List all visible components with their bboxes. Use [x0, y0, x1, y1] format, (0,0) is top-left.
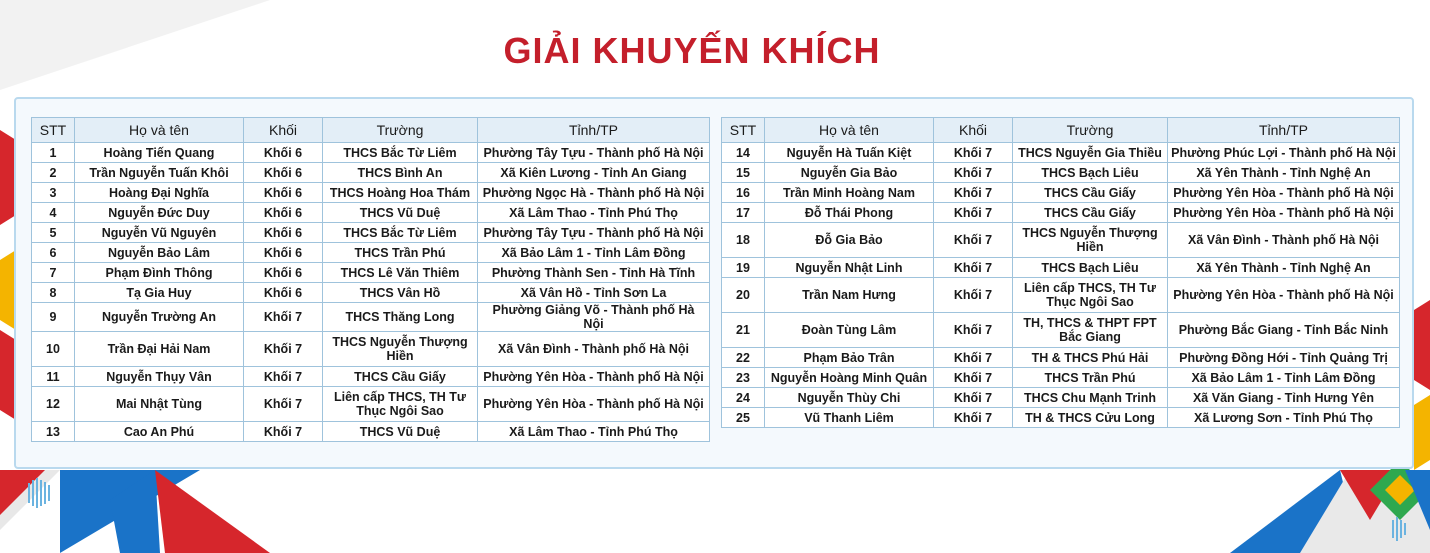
cell-grade: Khối 7 — [244, 422, 323, 442]
cell-grade: Khối 7 — [934, 388, 1013, 408]
cell-province: Xã Yên Thành - Tỉnh Nghệ An — [1168, 163, 1400, 183]
cell-grade: Khối 6 — [244, 223, 323, 243]
cell-province: Xã Yên Thành - Tỉnh Nghệ An — [1168, 258, 1400, 278]
header-province: Tỉnh/TP — [1168, 118, 1400, 143]
header-school: Trường — [1013, 118, 1168, 143]
table-header-row — [722, 118, 1400, 143]
cell-school: THCS Cầu Giấy — [323, 367, 478, 387]
cell-stt: 11 — [32, 367, 75, 387]
cell-province: Phường Yên Hòa - Thành phố Hà Nội — [478, 387, 710, 422]
cell-school: TH & THCS Phú Hải — [1013, 348, 1168, 368]
table-row — [722, 223, 1400, 258]
cell-school: THCS Nguyễn Thượng Hiền — [1013, 223, 1168, 258]
ranking-table-left — [31, 117, 710, 442]
table-row — [32, 303, 710, 332]
cell-school: TH & THCS Cửu Long — [1013, 408, 1168, 428]
cell-name: Vũ Thanh Liêm — [765, 408, 934, 428]
cell-name: Phạm Bảo Trân — [765, 348, 934, 368]
table-row — [722, 183, 1400, 203]
cell-province: Phường Phúc Lợi - Thành phố Hà Nội — [1168, 143, 1400, 163]
cell-name: Nguyễn Bảo Lâm — [75, 243, 244, 263]
cell-province: Xã Lâm Thao - Tỉnh Phú Thọ — [478, 422, 710, 442]
table-row — [32, 332, 710, 367]
table-row — [32, 367, 710, 387]
cell-province: Xã Vân Hồ - Tỉnh Sơn La — [478, 283, 710, 303]
cell-name: Trần Nguyễn Tuấn Khôi — [75, 163, 244, 183]
table-row — [32, 263, 710, 283]
cell-stt: 2 — [32, 163, 75, 183]
cell-stt: 25 — [722, 408, 765, 428]
cell-stt: 4 — [32, 203, 75, 223]
cell-province: Phường Yên Hòa - Thành phố Hà Nội — [1168, 183, 1400, 203]
cell-grade: Khối 7 — [244, 303, 323, 332]
cell-grade: Khối 7 — [934, 163, 1013, 183]
cell-grade: Khối 6 — [244, 183, 323, 203]
cell-grade: Khối 7 — [934, 348, 1013, 368]
header-school: Trường — [323, 118, 478, 143]
cell-name: Đỗ Thái Phong — [765, 203, 934, 223]
cell-school: THCS Bắc Từ Liêm — [323, 143, 478, 163]
cell-stt: 13 — [32, 422, 75, 442]
cell-name: Mai Nhật Tùng — [75, 387, 244, 422]
cell-grade: Khối 6 — [244, 143, 323, 163]
table-row — [722, 258, 1400, 278]
cell-school: THCS Vũ Duệ — [323, 422, 478, 442]
cell-school: THCS Bạch Liêu — [1013, 163, 1168, 183]
cell-grade: Khối 7 — [244, 387, 323, 422]
cell-name: Hoàng Đại Nghĩa — [75, 183, 244, 203]
cell-stt: 19 — [722, 258, 765, 278]
cell-stt: 14 — [722, 143, 765, 163]
cell-school: THCS Vân Hồ — [323, 283, 478, 303]
cell-name: Nguyễn Trường An — [75, 303, 244, 332]
cell-province: Phường Giảng Võ - Thành phố Hà Nội — [478, 303, 710, 332]
cell-grade: Khối 7 — [934, 313, 1013, 348]
cell-grade: Khối 7 — [934, 223, 1013, 258]
header-name: Họ và tên — [75, 118, 244, 143]
cell-school: THCS Trần Phú — [1013, 368, 1168, 388]
header-province: Tỉnh/TP — [478, 118, 710, 143]
cell-school: THCS Bình An — [323, 163, 478, 183]
cell-name: Phạm Đình Thông — [75, 263, 244, 283]
table-row — [32, 163, 710, 183]
cell-grade: Khối 6 — [244, 283, 323, 303]
cell-name: Đỗ Gia Bảo — [765, 223, 934, 258]
cell-school: THCS Bắc Từ Liêm — [323, 223, 478, 243]
cell-stt: 12 — [32, 387, 75, 422]
cell-province: Phường Yên Hòa - Thành phố Hà Nội — [1168, 278, 1400, 313]
cell-school: THCS Vũ Duệ — [323, 203, 478, 223]
cell-grade: Khối 6 — [244, 263, 323, 283]
ranking-table-right — [721, 117, 1400, 428]
table-row — [32, 422, 710, 442]
cell-stt: 1 — [32, 143, 75, 163]
cell-school: THCS Nguyễn Gia Thiều — [1013, 143, 1168, 163]
table-header-row — [32, 118, 710, 143]
cell-province: Xã Vân Đình - Thành phố Hà Nội — [1168, 223, 1400, 258]
cell-school: THCS Chu Mạnh Trinh — [1013, 388, 1168, 408]
cell-school: Liên cấp THCS, TH Tư Thục Ngôi Sao — [323, 387, 478, 422]
cell-name: Nguyễn Hà Tuấn Kiệt — [765, 143, 934, 163]
table-row — [32, 143, 710, 163]
table-row — [32, 283, 710, 303]
cell-stt: 24 — [722, 388, 765, 408]
cell-name: Trần Đại Hải Nam — [75, 332, 244, 367]
cell-province: Xã Bảo Lâm 1 - Tỉnh Lâm Đồng — [1168, 368, 1400, 388]
table-row — [32, 223, 710, 243]
cell-name: Đoàn Tùng Lâm — [765, 313, 934, 348]
cell-grade: Khối 7 — [934, 258, 1013, 278]
table-row — [722, 368, 1400, 388]
cell-province: Xã Vân Đình - Thành phố Hà Nội — [478, 332, 710, 367]
cell-name: Nguyễn Gia Bảo — [765, 163, 934, 183]
header-name: Họ và tên — [765, 118, 934, 143]
cell-school: THCS Bạch Liêu — [1013, 258, 1168, 278]
header-stt: STT — [32, 118, 75, 143]
cell-province: Xã Văn Giang - Tỉnh Hưng Yên — [1168, 388, 1400, 408]
cell-stt: 3 — [32, 183, 75, 203]
table-row — [722, 278, 1400, 313]
cell-province: Phường Ngọc Hà - Thành phố Hà Nội — [478, 183, 710, 203]
cell-name: Trần Nam Hưng — [765, 278, 934, 313]
cell-school: THCS Lê Văn Thiêm — [323, 263, 478, 283]
cell-stt: 15 — [722, 163, 765, 183]
cell-school: THCS Cầu Giấy — [1013, 183, 1168, 203]
table-row — [722, 203, 1400, 223]
cell-school: THCS Cầu Giấy — [1013, 203, 1168, 223]
cell-grade: Khối 6 — [244, 163, 323, 183]
cell-stt: 22 — [722, 348, 765, 368]
cell-grade: Khối 6 — [244, 203, 323, 223]
cell-stt: 9 — [32, 303, 75, 332]
cell-province: Phường Bắc Giang - Tỉnh Bắc Ninh — [1168, 313, 1400, 348]
table-row — [722, 143, 1400, 163]
cell-stt: 18 — [722, 223, 765, 258]
cell-school: THCS Trần Phú — [323, 243, 478, 263]
cell-name: Nguyễn Nhật Linh — [765, 258, 934, 278]
cell-stt: 23 — [722, 368, 765, 388]
cell-grade: Khối 7 — [934, 183, 1013, 203]
header-stt: STT — [722, 118, 765, 143]
cell-grade: Khối 7 — [244, 332, 323, 367]
cell-province: Phường Tây Tựu - Thành phố Hà Nội — [478, 223, 710, 243]
cell-stt: 6 — [32, 243, 75, 263]
cell-province: Xã Kiên Lương - Tỉnh An Giang — [478, 163, 710, 183]
cell-name: Nguyễn Vũ Nguyên — [75, 223, 244, 243]
cell-school: TH, THCS & THPT FPT Bắc Giang — [1013, 313, 1168, 348]
page-title: GIẢI KHUYẾN KHÍCH — [503, 30, 881, 71]
header-grade: Khối — [244, 118, 323, 143]
cell-name: Nguyễn Thụy Vân — [75, 367, 244, 387]
cell-stt: 8 — [32, 283, 75, 303]
cell-school: THCS Thăng Long — [323, 303, 478, 332]
cell-stt: 20 — [722, 278, 765, 313]
cell-province: Phường Yên Hòa - Thành phố Hà Nội — [1168, 203, 1400, 223]
cell-name: Tạ Gia Huy — [75, 283, 244, 303]
cell-name: Cao An Phú — [75, 422, 244, 442]
cell-province: Xã Lương Sơn - Tỉnh Phú Thọ — [1168, 408, 1400, 428]
cell-name: Hoàng Tiến Quang — [75, 143, 244, 163]
cell-province: Xã Lâm Thao - Tỉnh Phú Thọ — [478, 203, 710, 223]
cell-name: Nguyễn Hoàng Minh Quân — [765, 368, 934, 388]
header-grade: Khối — [934, 118, 1013, 143]
cell-school: Liên cấp THCS, TH Tư Thục Ngôi Sao — [1013, 278, 1168, 313]
cell-province: Phường Tây Tựu - Thành phố Hà Nội — [478, 143, 710, 163]
cell-stt: 7 — [32, 263, 75, 283]
cell-grade: Khối 7 — [244, 367, 323, 387]
cell-grade: Khối 7 — [934, 368, 1013, 388]
table-row — [32, 183, 710, 203]
table-row — [32, 387, 710, 422]
table-row — [722, 313, 1400, 348]
table-row — [32, 203, 710, 223]
cell-school: THCS Nguyễn Thượng Hiền — [323, 332, 478, 367]
table-row — [722, 408, 1400, 428]
cell-stt: 21 — [722, 313, 765, 348]
cell-stt: 16 — [722, 183, 765, 203]
table-row — [32, 243, 710, 263]
table-row — [722, 388, 1400, 408]
cell-stt: 10 — [32, 332, 75, 367]
cell-grade: Khối 7 — [934, 408, 1013, 428]
cell-province: Phường Thành Sen - Tỉnh Hà Tĩnh — [478, 263, 710, 283]
cell-grade: Khối 7 — [934, 278, 1013, 313]
cell-province: Phường Yên Hòa - Thành phố Hà Nội — [478, 367, 710, 387]
cell-grade: Khối 7 — [934, 203, 1013, 223]
cell-grade: Khối 7 — [934, 143, 1013, 163]
cell-grade: Khối 6 — [244, 243, 323, 263]
cell-stt: 17 — [722, 203, 765, 223]
cell-province: Xã Bảo Lâm 1 - Tỉnh Lâm Đồng — [478, 243, 710, 263]
cell-name: Trần Minh Hoàng Nam — [765, 183, 934, 203]
table-row — [722, 348, 1400, 368]
cell-name: Nguyễn Đức Duy — [75, 203, 244, 223]
cell-province: Phường Đồng Hới - Tỉnh Quảng Trị — [1168, 348, 1400, 368]
cell-name: Nguyễn Thùy Chi — [765, 388, 934, 408]
cell-school: THCS Hoàng Hoa Thám — [323, 183, 478, 203]
table-row — [722, 163, 1400, 183]
cell-stt: 5 — [32, 223, 75, 243]
